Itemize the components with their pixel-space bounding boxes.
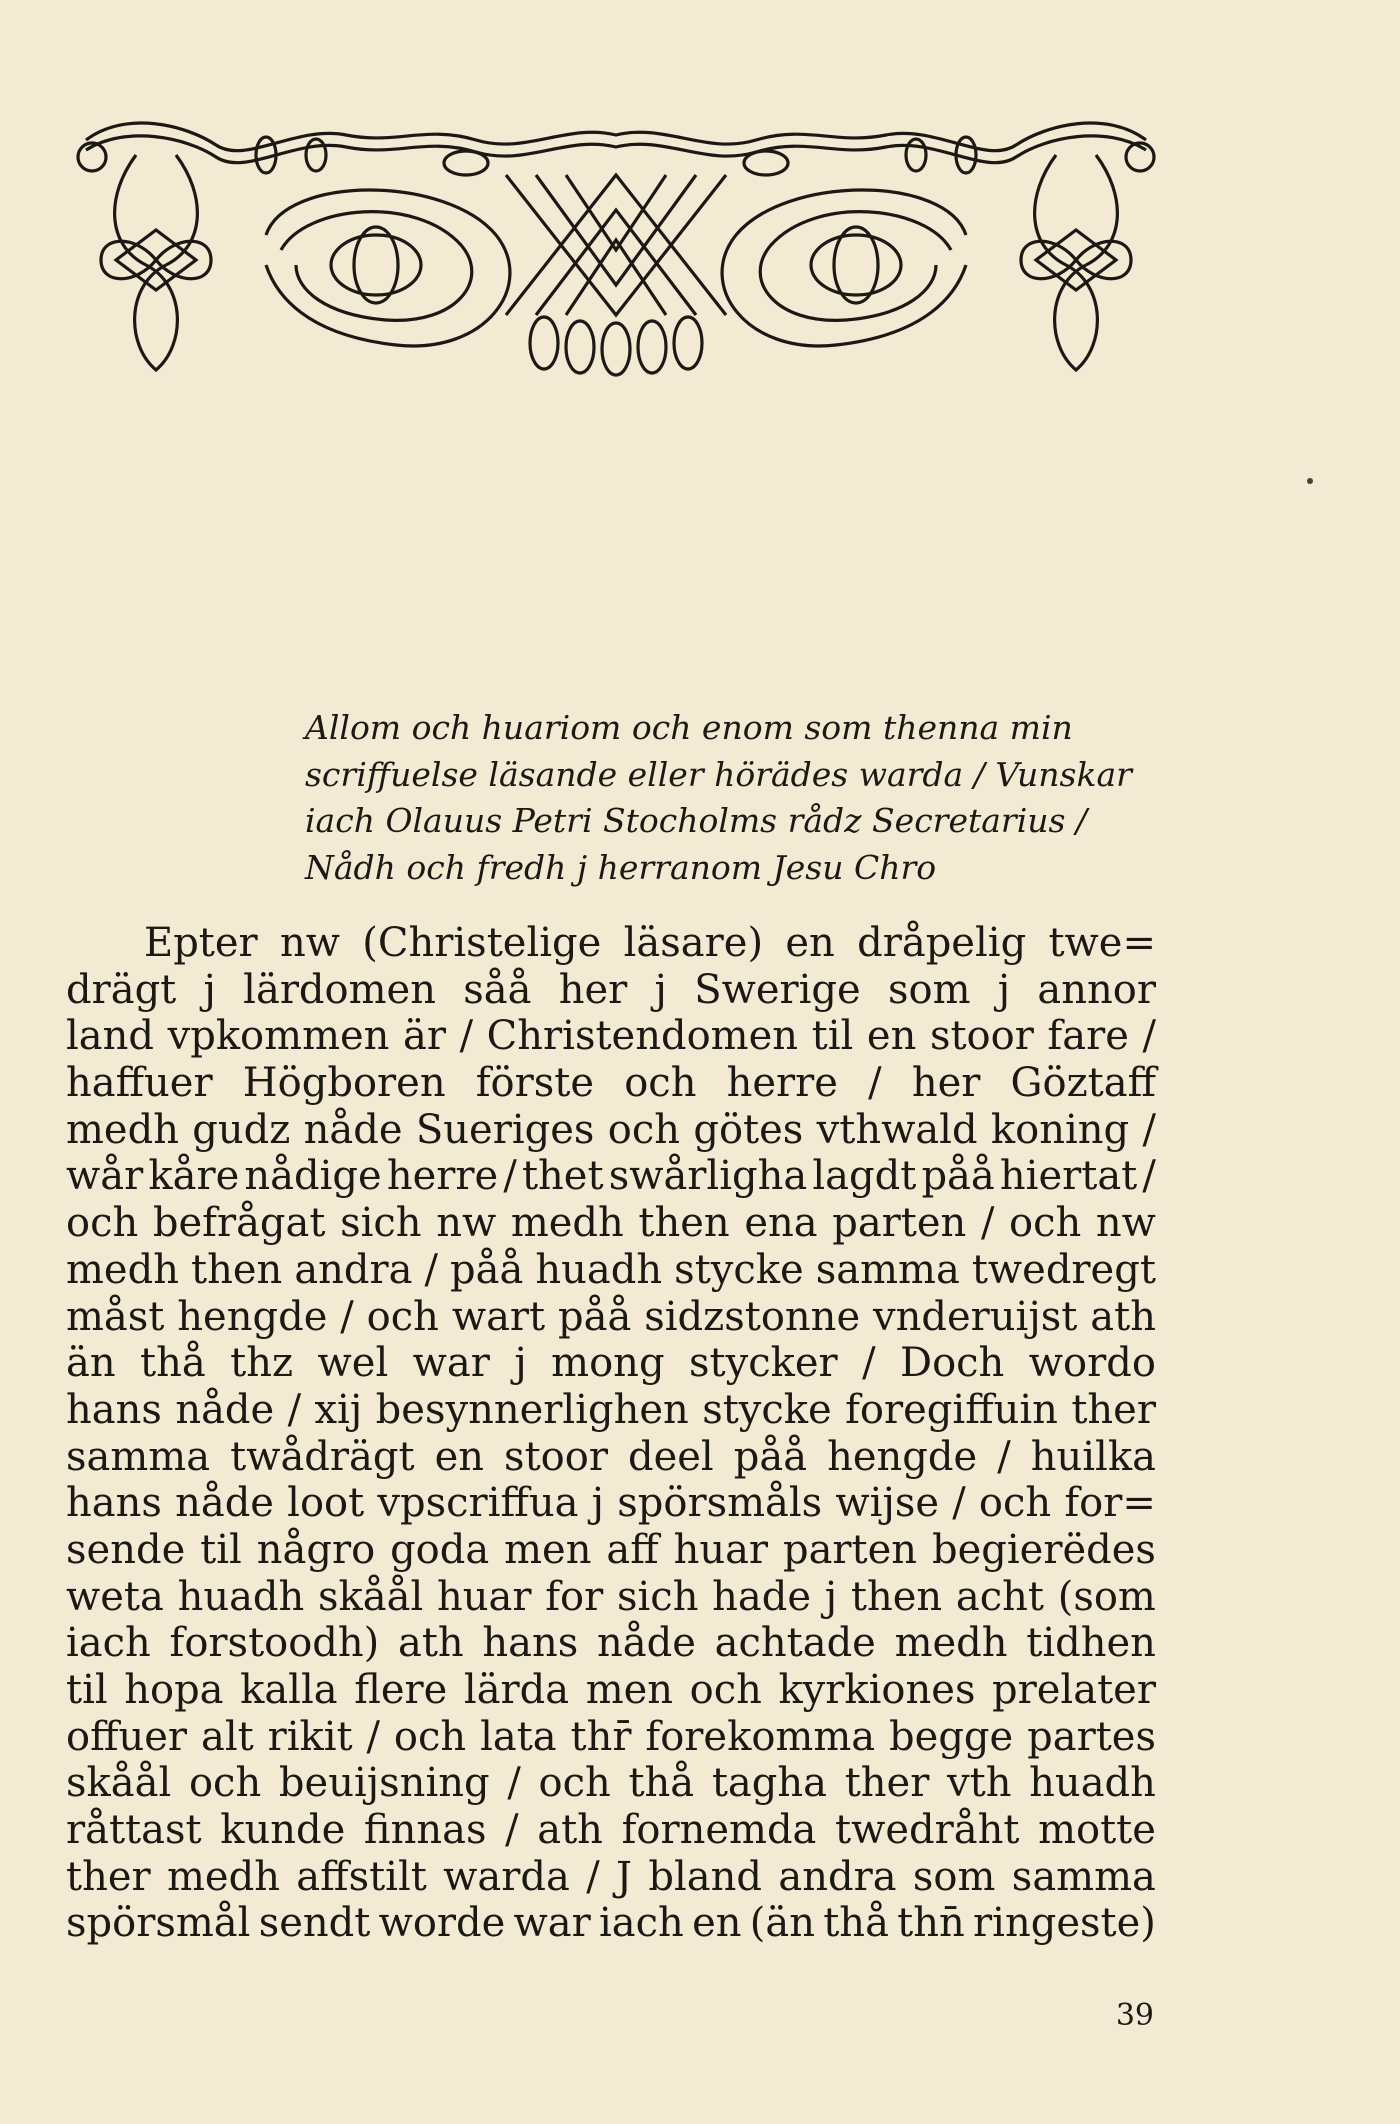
greeting-line: Allom och huariom och enom som thenna min [305, 708, 1073, 747]
text-line: samma twådrägt en stoor deel påå hengde / huilka [66, 1433, 1156, 1480]
text-line: spörsmål sendt worde war iach en (än thå thn̄ ringeste) [66, 1900, 1156, 1947]
text-line: hans nåde / xij besynnerlighen stycke foregiffuin ther [66, 1386, 1156, 1433]
greeting-line: scriffuelse läsande eller hörädes warda / Vunskar [305, 754, 1132, 794]
dedication-greeting [305, 705, 1155, 891]
text-line: hans nåde loot vpscriffua j spörsmåls wijse / och for= [66, 1480, 1156, 1527]
text-line: skåål och beuijsning / och thå tagha ther vth huadh [66, 1760, 1156, 1807]
text-line: wår kåre nådige herre / thet swårligha lagdt påå hiertat / [66, 1153, 1156, 1200]
text-line: sende til någro goda men aff huar parten begierëdes [66, 1526, 1156, 1573]
text-line: drägt j lärdomen såå her j Swerige som j annor [66, 966, 1156, 1013]
ink-speck [1307, 478, 1313, 484]
text-line: medh then andra / påå huadh stycke samma twedregt [66, 1246, 1156, 1293]
text-line: än thå thz wel war j mong stycker / Doch wordo [66, 1340, 1156, 1387]
text-line: råttast kunde finnas / ath fornemda twedråht motte [66, 1807, 1156, 1854]
text-line: måst hengde / och wart påå sidzstonne vnderuijst ath [66, 1293, 1156, 1340]
decorative-headpiece-ornament [66, 115, 1166, 385]
text-line: offuer alt rikit / och lata thr̄ forekomma begge partes [66, 1713, 1156, 1760]
greeting-line: Nådh och fredh j herranom Jesu Chro [305, 847, 937, 887]
greeting-line: iach Olauus Petri Stocholms rådz Secretarius / [305, 801, 1088, 840]
text-line: och befrågat sich nw medh then ena parten / och nw [66, 1200, 1156, 1247]
text-line: land vpkommen är / Christendomen til en stoor fare / [66, 1013, 1156, 1060]
text-line: Epter nw (Christelige läsare) en dråpelig twe= [144, 920, 1156, 966]
text-line: til hopa kalla flere lärda men och kyrkiones prelater [66, 1667, 1156, 1713]
text-line: weta huadh skåål huar for sich hade j then acht (som [66, 1573, 1156, 1620]
text-line: ther medh affstilt warda / J bland andra som samma [66, 1853, 1156, 1900]
text-line: iach forstoodh) ath hans nåde achtade medh tidhen [66, 1620, 1156, 1667]
text-line: medh gudz nåde Sueriges och götes vthwald koning / [66, 1106, 1156, 1153]
page-number: 39 [1115, 1998, 1154, 2033]
main-text-block [66, 920, 1156, 1947]
text-line: haffuer Högboren förste och herre / her Göztaff [66, 1060, 1156, 1107]
